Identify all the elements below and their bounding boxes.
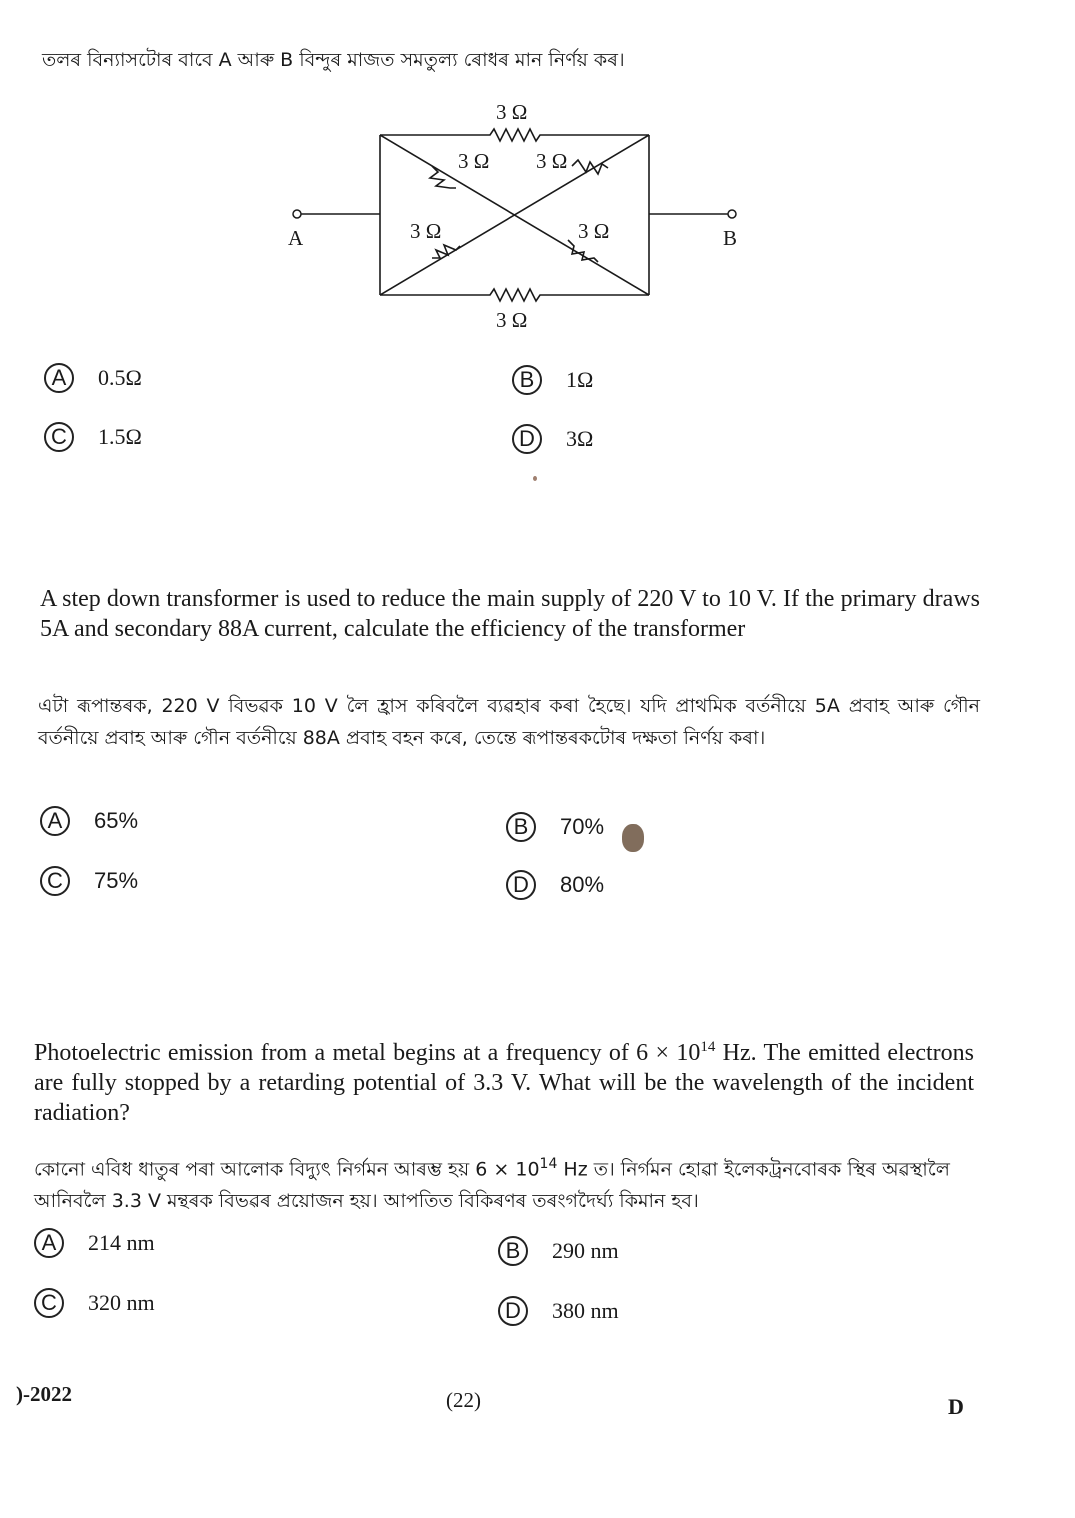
q3-text-assamese-part1: কোনো এবিধ ধাতুৰ পৰা আলোক বিদ্যুৎ নিৰ্গমন আৰম্ভ হয় 6 × 10 <box>34 1158 540 1181</box>
option-letter-circle: C <box>40 866 70 896</box>
option-text: 65% <box>94 808 139 833</box>
resistor-label-diag-ul: 3 Ω <box>458 149 490 173</box>
q1-circuit-diagram <box>280 95 760 335</box>
page-number: (22) <box>446 1388 481 1412</box>
q3-option-b[interactable] <box>498 1236 619 1266</box>
option-letter-circle: C <box>44 422 74 452</box>
option-text: 70% <box>560 814 605 839</box>
option-letter-circle: B <box>512 365 542 395</box>
option-text: 3Ω <box>566 426 594 451</box>
q2-option-d[interactable] <box>506 870 604 900</box>
q3-text-english-part2: Hz. The emitted electrons are fully stopped by a retarding potential of 3.3 V. What will be the wavelength of the incident radiation? <box>34 1040 975 1126</box>
option-text: 214 nm <box>88 1230 155 1255</box>
q3-exponent: 14 <box>700 1039 716 1055</box>
option-letter-circle: D <box>512 424 542 454</box>
node-a-label: A <box>288 226 304 250</box>
resistor-label-diag-ur: 3 Ω <box>536 149 568 173</box>
resistor-label-diag-lr: 3 Ω <box>578 219 610 243</box>
option-text: 75% <box>94 868 139 893</box>
option-letter-circle: A <box>34 1228 64 1258</box>
option-letter-circle: D <box>506 870 536 900</box>
option-text: 0.5Ω <box>98 365 142 390</box>
q3-option-d[interactable] <box>498 1296 619 1326</box>
q1-text: তলৰ বিন্যাসটোৰ বাবে A আৰু B বিন্দুৰ মাজত সমতুল্য ৰোধৰ মান নিৰ্ণয় কৰ। <box>42 49 625 71</box>
scan-stain <box>622 824 644 852</box>
q1-option-a[interactable] <box>44 363 142 393</box>
resistor-label-top: 3 Ω <box>496 100 528 124</box>
q3-text-english <box>34 1032 974 1128</box>
q2-text-english: A step down transformer is used to reduce the main supply of 220 V to 10 V. If the primary draws 5A and secondary 88A current, calculate the efficiency of the transformer <box>40 586 980 642</box>
q3-option-a[interactable] <box>34 1228 155 1258</box>
q2-text-assamese: এটা ৰূপান্তৰক, 220 V বিভৱক 10 V লৈ হ্ৰাস কৰিবলৈ ব্যৱহাৰ কৰা হৈছে। যদি প্ৰাথমিক বৰ্তনীয়ে 5A প্ৰবাহ আৰু গৌন বৰ্তনীয়ে প্ৰবাহ আৰু গৌন বৰ্তনীয়ে 88A প্ৰবাহ বহন কৰে, তেন্তে ৰূপান্তৰকটোৰ দক্ষতা নিৰ্ণয় কৰা। <box>38 695 980 749</box>
option-text: 380 nm <box>552 1298 619 1323</box>
q2-option-b[interactable] <box>506 812 604 842</box>
q3-text-assamese <box>34 1148 974 1217</box>
option-text: 320 nm <box>88 1290 155 1315</box>
footer-code: )-2022 <box>16 1382 72 1406</box>
option-letter-circle: A <box>44 363 74 393</box>
option-text: 80% <box>560 872 605 897</box>
option-letter-circle: A <box>40 806 70 836</box>
option-letter-circle: D <box>498 1296 528 1326</box>
q3-exponent-assamese: 14 <box>539 1156 558 1172</box>
q1-option-d[interactable] <box>512 424 593 454</box>
option-letter-circle: B <box>498 1236 528 1266</box>
option-letter-circle: B <box>506 812 536 842</box>
option-text: 290 nm <box>552 1238 619 1263</box>
option-text: 1Ω <box>566 367 594 392</box>
node-b-label: B <box>723 226 738 250</box>
resistor-label-bottom: 3 Ω <box>496 308 528 332</box>
q2-option-a[interactable] <box>40 806 138 836</box>
option-text: 1.5Ω <box>98 424 142 449</box>
option-letter-circle: C <box>34 1288 64 1318</box>
q1-option-c[interactable] <box>44 422 142 452</box>
q3-option-c[interactable] <box>34 1288 155 1318</box>
scan-speck <box>533 476 537 481</box>
resistor-label-diag-ll: 3 Ω <box>410 219 442 243</box>
q3-text-assamese-part2: Hz ত। নিৰ্গমন হোৱা ইলেকট্ৰনবোৰক স্থিৰ অৱস্থালৈ আনিবলৈ 3.3 V মন্থৰক বিভৱৰ প্ৰয়োজন হয়। আপতিত বিকিৰণৰ তৰংগদৈৰ্ঘ্য কিমান হব। <box>34 1158 950 1213</box>
q2-option-c[interactable] <box>40 866 138 896</box>
booklet-series: D <box>948 1394 964 1419</box>
q3-text-english-part1: Photoelectric emission from a metal begins at a frequency of 6 × 10 <box>34 1040 701 1066</box>
q1-option-b[interactable] <box>512 365 593 395</box>
